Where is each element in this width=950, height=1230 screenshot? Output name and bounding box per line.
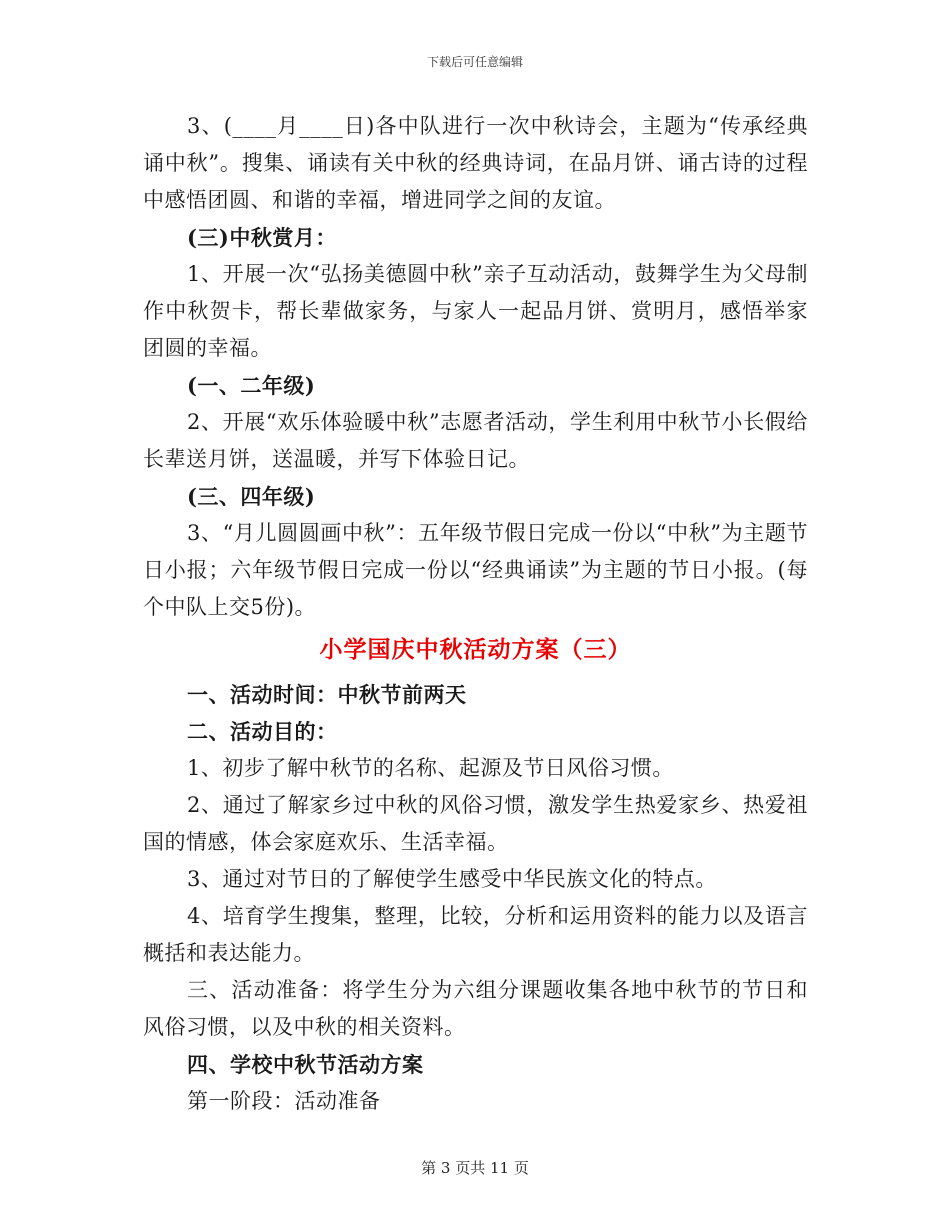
heading-grade-three-four: (三、四年级) <box>187 484 316 509</box>
page-header: 下载后可任意编辑 <box>426 55 523 69</box>
paragraph-purpose-3: 3、通过对节日的了解使学生感受中华民族文化的特点。 <box>187 867 717 891</box>
document-body <box>143 108 808 1120</box>
paragraph-volunteer-activity: 2、开展“欢乐体验暖中秋”志愿者活动，学生利用中秋节小长假给长辈送月饼，送温暖，并写下体验日记。 <box>143 410 808 471</box>
paragraph-purpose-1: 1、初步了解中秋节的名称、起源及节日风俗习惯。 <box>187 756 674 780</box>
page-footer: 第 3 页共 11 页 <box>421 1159 529 1177</box>
paragraph-purpose-4: 4、培育学生搜集，整理，比较，分析和运用资料的能力以及语言概括和表达能力。 <box>143 904 808 965</box>
paragraph-purpose-2: 2、通过了解家乡过中秋的风俗习惯，激发学生热爱家乡、热爱祖国的情感，体会家庭欢乐、生活幸福。 <box>143 793 808 854</box>
paragraph-drawing-activity: 3、“月儿圆圆画中秋”：五年级节假日完成一份以“中秋”为主题节日小报；六年级节假日完成一份以“经典诵读”为主题的节日小报。(每个中队上交5份)。 <box>143 521 808 619</box>
paragraph-stage-one: 第一阶段：活动准备 <box>187 1089 381 1113</box>
section-title: 小学国庆中秋活动方案（三） <box>319 636 632 663</box>
paragraph-parent-child-activity: 1、开展一次“弘扬美德圆中秋”亲子互动活动，鼓舞学生为父母制作中秋贺卡，帮长辈做家务，与家人一起品月饼、赏明月，感悟举家团圆的幸福。 <box>143 262 808 360</box>
heading-activity-purpose: 二、活动目的： <box>187 719 338 744</box>
paragraph-poetry-meeting: 3、(____月____日)各中队进行一次中秋诗会，主题为“传承经典诵中秋”。搜集、诵读有关中秋的经典诗词，在品月饼、诵古诗的过程中感悟团圆、和谐的幸福，增进同学之间的友谊。 <box>143 114 808 212</box>
heading-activity-time: 一、活动时间：中秋节前两天 <box>187 682 467 707</box>
paragraph-preparation: 三、活动准备：将学生分为六组分课题收集各地中秋节的节日和风俗习惯，以及中秋的相关资料。 <box>143 978 808 1039</box>
heading-school-plan: 四、学校中秋节活动方案 <box>187 1052 424 1077</box>
heading-mid-autumn-moon: (三)中秋赏月： <box>187 225 337 250</box>
heading-grade-one-two: (一、二年级) <box>187 373 316 398</box>
